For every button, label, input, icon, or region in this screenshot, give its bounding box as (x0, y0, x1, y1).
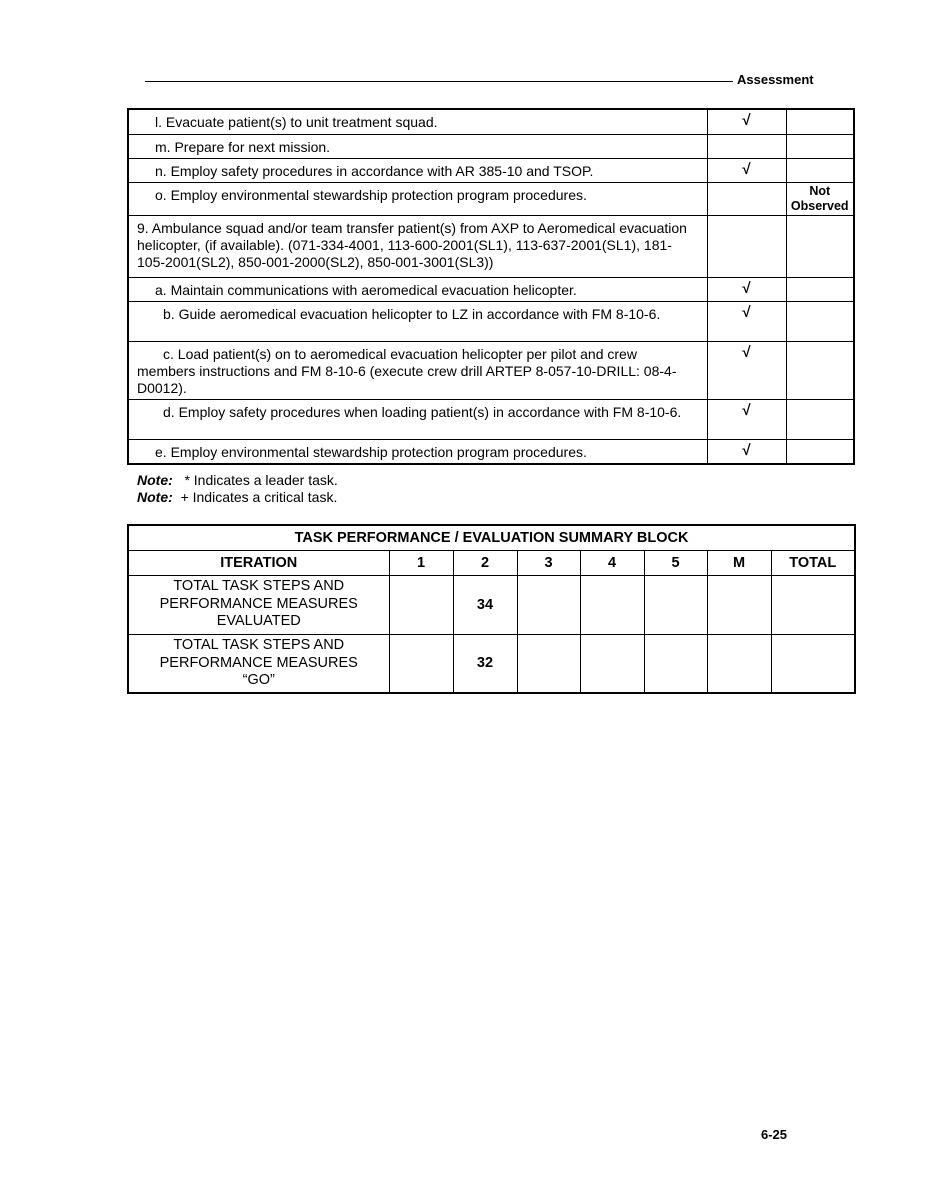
task-text: a. Maintain communications with aeromedical evacuation helicopter. (128, 277, 707, 301)
check-mark: √ (707, 399, 786, 439)
table-row (128, 301, 854, 341)
running-header: Assessment (737, 72, 814, 87)
note-text: * Indicates a leader task. (184, 472, 338, 488)
column-header: 5 (644, 550, 707, 575)
column-header: 4 (580, 550, 644, 575)
evaluation-summary-table (127, 524, 856, 694)
check-mark (707, 182, 786, 215)
task-text: d. Employ safety procedures when loading patient(s) in accordance with FM 8-10-6. (128, 399, 707, 439)
status-cell (786, 109, 854, 134)
status-cell (786, 301, 854, 341)
status-cell (786, 134, 854, 158)
task-text: n. Employ safety procedures in accordance with AR 385-10 and TSOP. (128, 158, 707, 182)
task-heading: 9. Ambulance squad and/or team transfer patient(s) from AXP to Aeromedical evacuation helicopter, (if available). (071-334-4001, 113-600-2001(SL1), 113-637-2001(SL1), 181-105-2001(SL2), 850-001-2000(SL2), 850-001-3001(SL3)) (128, 215, 707, 277)
table-row (128, 399, 854, 439)
row-label: TOTAL TASK STEPS AND PERFORMANCE MEASURES EVALUATED (128, 575, 389, 634)
status-cell (786, 399, 854, 439)
iteration-cell (389, 575, 453, 634)
check-mark: √ (707, 341, 786, 399)
column-header: 3 (517, 550, 580, 575)
iteration-cell (580, 575, 644, 634)
total-cell (771, 634, 855, 693)
check-mark: √ (707, 301, 786, 341)
note-leader-task (137, 472, 338, 489)
column-header-iteration: ITERATION (128, 550, 389, 575)
header-rule (145, 81, 733, 82)
note-label: Note: (137, 472, 173, 488)
check-mark: √ (707, 158, 786, 182)
task-text: c. Load patient(s) on to aeromedical evacuation helicopter per pilot and crew members instructions and FM 8-10-6 (execute crew drill ARTEP 8-057-10-DRILL: 08-4-D0012). (128, 341, 707, 399)
check-mark: √ (707, 439, 786, 464)
status-cell (786, 215, 854, 277)
column-header: 1 (389, 550, 453, 575)
page-number: 6-25 (761, 1127, 788, 1142)
iteration-cell: 34 (453, 575, 517, 634)
iteration-cell (517, 634, 580, 693)
task-text: e. Employ environmental stewardship protection program procedures. (128, 439, 707, 464)
task-text: m. Prepare for next mission. (128, 134, 707, 158)
task-text: b. Guide aeromedical evacuation helicopter to LZ in accordance with FM 8-10-6. (128, 301, 707, 341)
table-row (128, 439, 854, 464)
table-row (128, 341, 854, 399)
iteration-cell (644, 634, 707, 693)
row-label: TOTAL TASK STEPS AND PERFORMANCE MEASURES “GO” (128, 634, 389, 693)
check-mark (707, 134, 786, 158)
summary-header-row (128, 550, 855, 575)
status-cell (786, 439, 854, 464)
note-critical-task (137, 489, 338, 506)
table-row (128, 109, 854, 134)
status-cell (786, 158, 854, 182)
check-mark: √ (707, 109, 786, 134)
status-cell (786, 277, 854, 301)
iteration-cell: 32 (453, 634, 517, 693)
iteration-cell (707, 575, 771, 634)
notes (137, 472, 338, 506)
task-text: o. Employ environmental stewardship protection program procedures. (128, 182, 707, 215)
table-row (128, 158, 854, 182)
iteration-cell (580, 634, 644, 693)
status-cell (786, 341, 854, 399)
table-row (128, 134, 854, 158)
table-row (128, 182, 854, 215)
total-cell (771, 575, 855, 634)
iteration-cell (517, 575, 580, 634)
column-header: M (707, 550, 771, 575)
status-not-observed: Not Observed (786, 182, 854, 215)
check-mark (707, 215, 786, 277)
note-text: + Indicates a critical task. (180, 489, 338, 505)
column-header-total: TOTAL (771, 550, 855, 575)
summary-title: TASK PERFORMANCE / EVALUATION SUMMARY BLOCK (128, 525, 855, 550)
table-row (128, 215, 854, 277)
task-checklist-table (127, 108, 855, 465)
iteration-cell (389, 634, 453, 693)
check-mark: √ (707, 277, 786, 301)
table-row (128, 277, 854, 301)
summary-row-evaluated (128, 575, 855, 634)
summary-title-row (128, 525, 855, 550)
summary-row-go (128, 634, 855, 693)
column-header: 2 (453, 550, 517, 575)
iteration-cell (644, 575, 707, 634)
note-label: Note: (137, 489, 173, 505)
iteration-cell (707, 634, 771, 693)
task-text: l. Evacuate patient(s) to unit treatment squad. (128, 109, 707, 134)
